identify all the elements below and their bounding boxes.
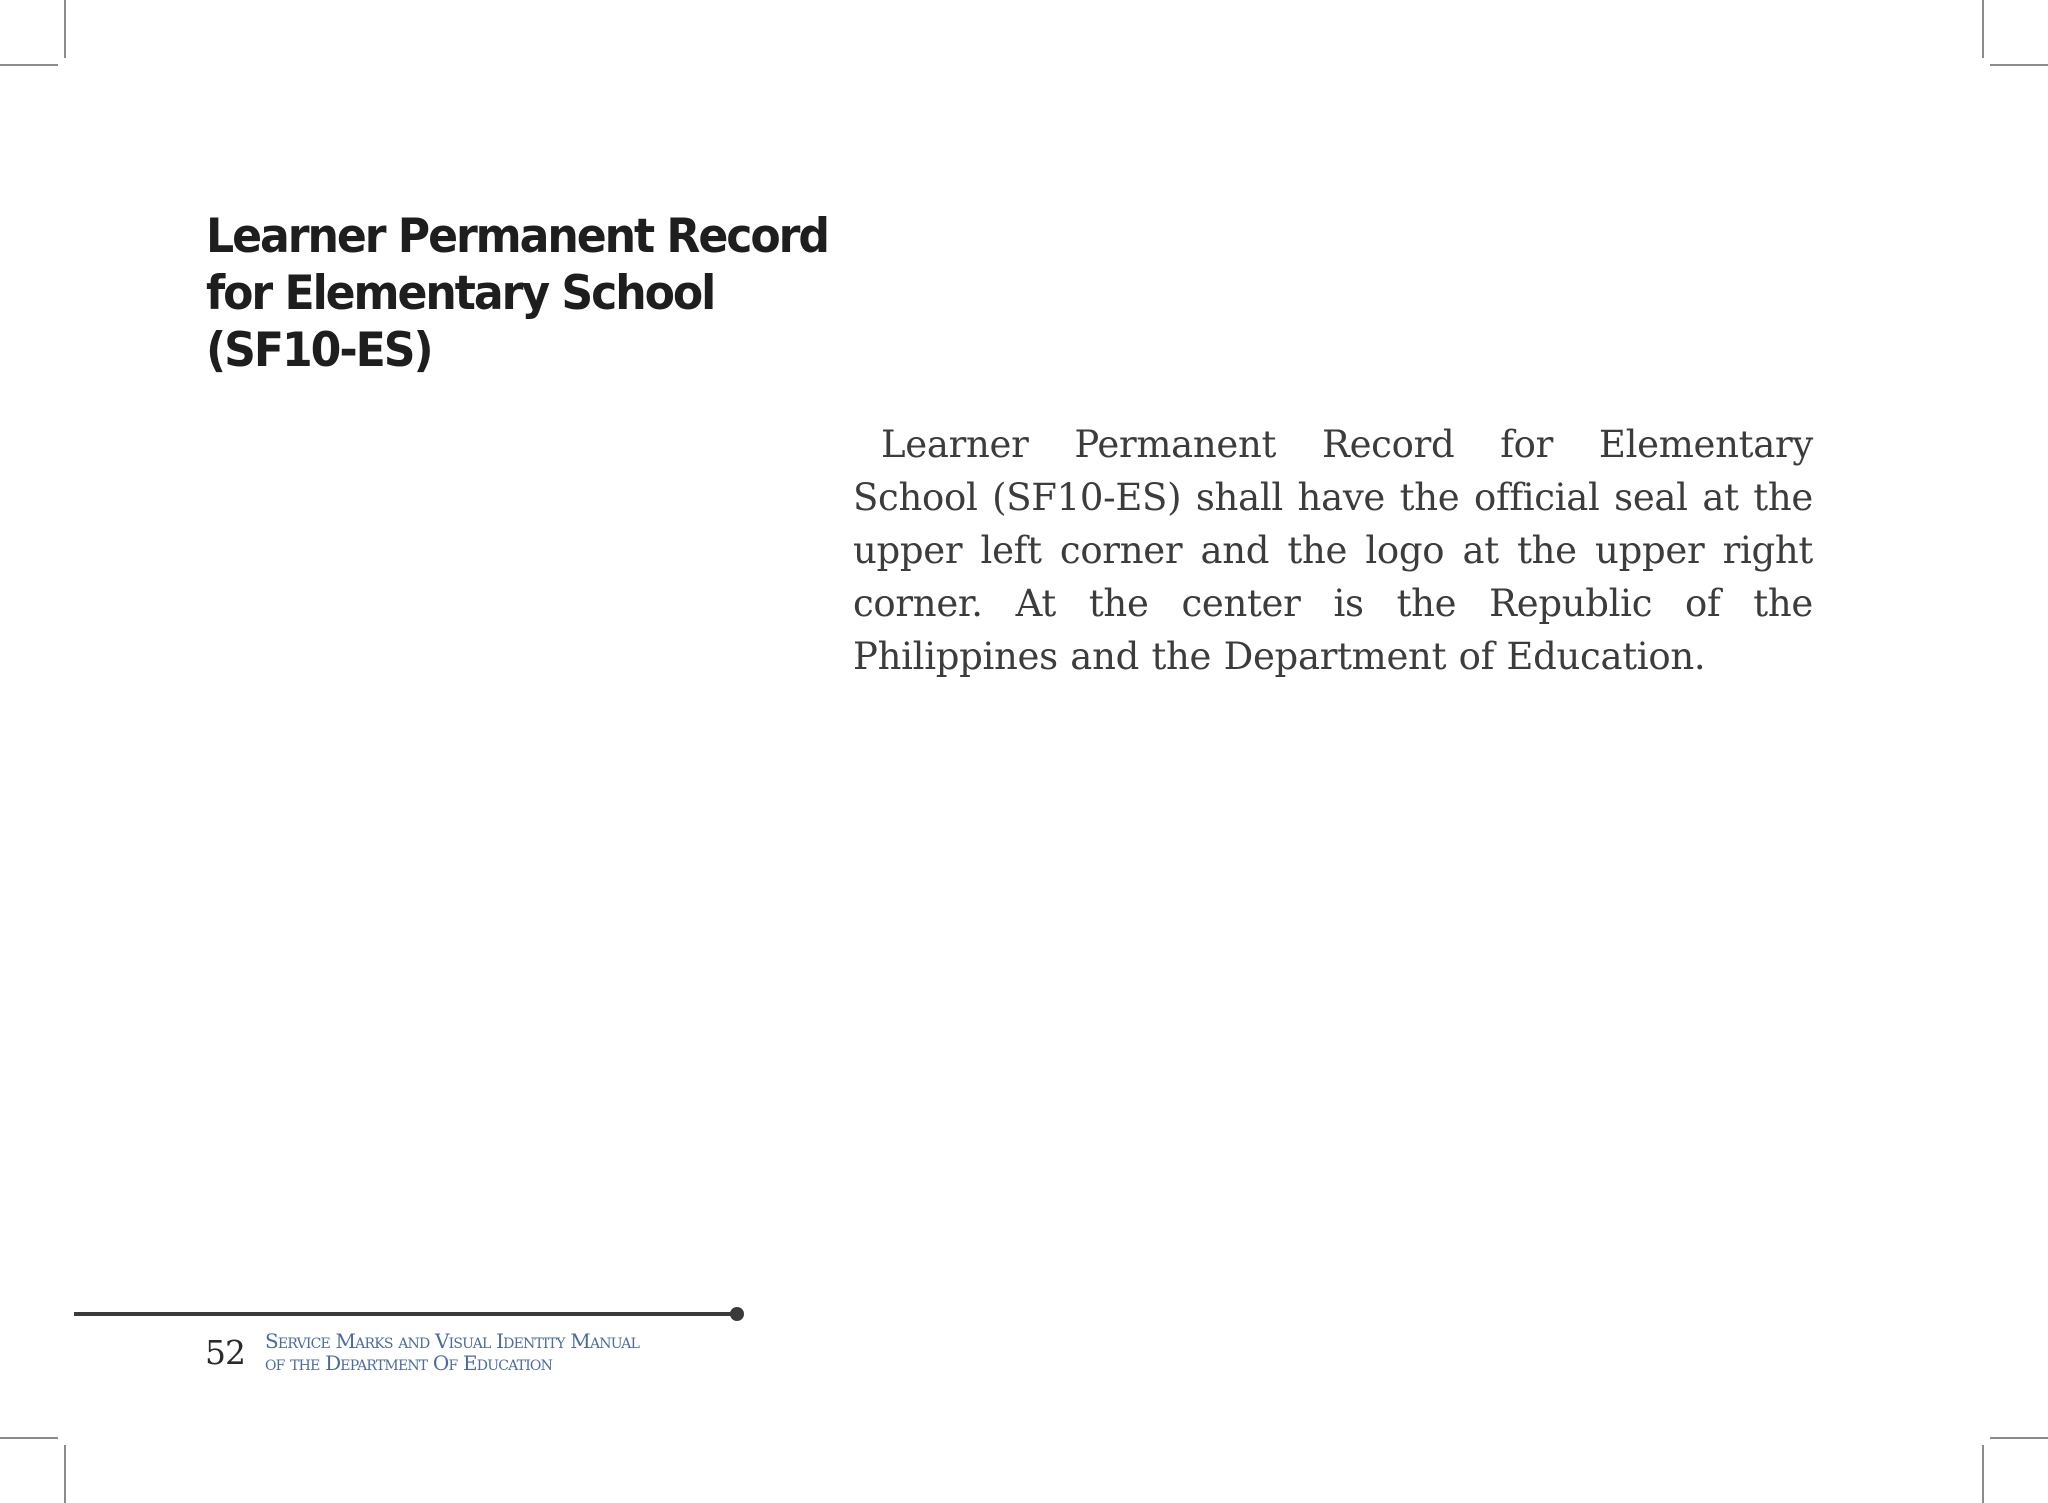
crop-mark-bottom-right-vertical bbox=[1982, 1445, 1984, 1503]
crop-mark-bottom-left-vertical bbox=[64, 1445, 66, 1503]
page-title-line: (SF10-ES) bbox=[206, 323, 432, 378]
crop-mark-top-right-vertical bbox=[1982, 0, 1984, 58]
footer-manual-title bbox=[265, 1330, 639, 1374]
page-title bbox=[206, 208, 826, 379]
footer-rule bbox=[74, 1312, 738, 1316]
footer-manual-title-line: Service Marks and Visual Identity Manual bbox=[265, 1329, 640, 1353]
crop-mark-top-left-vertical bbox=[64, 0, 66, 58]
footer-rule-dot bbox=[730, 1307, 744, 1321]
crop-mark-top-left-horizontal bbox=[0, 64, 58, 66]
body-paragraph: Learner Permanent Record for Elementary School (SF10-ES) shall have the official seal at the upper left corner and the logo at the upper right corner. At the center is the Republic of the Philippines and the Department of Education. bbox=[853, 423, 1813, 678]
crop-mark-bottom-left-horizontal bbox=[0, 1437, 58, 1439]
page-title-line: Learner Permanent Record bbox=[206, 209, 828, 264]
crop-mark-top-right-horizontal bbox=[1990, 64, 2048, 66]
page-number: 52 bbox=[205, 1333, 245, 1372]
page-title-line: for Elementary School bbox=[206, 266, 715, 321]
footer-manual-title-line: of the Department Of Education bbox=[265, 1351, 553, 1375]
crop-mark-bottom-right-horizontal bbox=[1990, 1437, 2048, 1439]
